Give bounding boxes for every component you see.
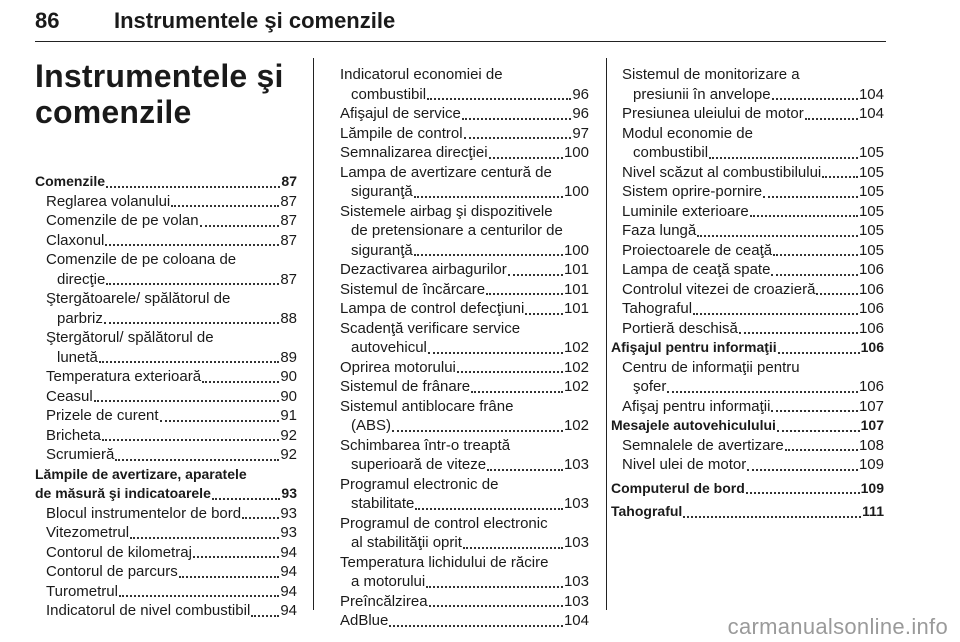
toc-entry-label: Turometrul [46, 582, 118, 600]
leader-dots [464, 125, 572, 139]
leader-dots [242, 505, 279, 519]
toc-page-number: 103 [563, 456, 589, 473]
toc-entry-label: a motorului [351, 573, 426, 590]
toc-entry-label: Contorul de parcurs [46, 563, 178, 580]
toc-entry-label: Bricheta [46, 426, 102, 444]
toc-entry[interactable] [35, 601, 297, 621]
toc-entry-label: Semnalele de avertizare [622, 436, 784, 454]
toc-entry[interactable] [622, 455, 884, 475]
toc-page-number: 96 [572, 105, 589, 122]
toc-entry-label: Afişajul de service [340, 105, 461, 122]
toc-entry-label: Preîncălzirea [340, 592, 428, 610]
toc-page-number: 88 [280, 309, 297, 327]
toc-entry-label: Proiectoarele de ceaţă [622, 241, 773, 259]
toc-entry-label: Nivel scăzut al combustibilului [622, 163, 822, 181]
toc-entry-label-line: Ştergătorul/ spălătorul de [46, 329, 214, 346]
leader-dots [429, 593, 563, 607]
leader-dots [106, 271, 279, 285]
leader-dots [778, 340, 860, 354]
toc-page-number: 97 [572, 124, 589, 142]
leader-dots [739, 320, 858, 334]
leader-dots [414, 242, 563, 256]
toc-entry[interactable] [340, 377, 589, 397]
toc-entry[interactable] [35, 523, 297, 543]
toc-entry-label: Reglarea volanului [46, 192, 171, 210]
leader-dots [763, 184, 858, 198]
leader-dots [389, 613, 563, 627]
toc-entry-label: Ceasul [46, 387, 93, 405]
toc-entry[interactable] [340, 299, 589, 319]
leader-dots [747, 457, 858, 471]
toc-entry-label: Vitezometrul [46, 524, 130, 541]
toc-entry[interactable] [622, 280, 884, 300]
toc-entry-label-line: Lămpile de avertizare, aparatele [35, 465, 247, 482]
toc-entry[interactable] [340, 572, 589, 592]
toc-entry-label: Sistemul de frânare [340, 378, 471, 395]
toc-page-number: 92 [280, 426, 297, 444]
toc-entry[interactable] [340, 358, 589, 378]
toc-page-number: 92 [280, 446, 297, 463]
leader-dots [771, 262, 858, 276]
leader-dots [251, 603, 279, 617]
toc-entry-label: lunetă [57, 348, 98, 366]
toc-entry[interactable] [340, 182, 589, 202]
toc-entry-label: siguranţă [351, 183, 413, 200]
toc-entry[interactable] [340, 494, 589, 514]
toc-page-number: 103 [563, 495, 589, 512]
toc-page-number: 106 [860, 339, 884, 355]
header-title: Instrumentele şi comenzile [114, 8, 396, 33]
toc-entry[interactable] [611, 479, 884, 499]
toc-entry[interactable] [622, 85, 884, 105]
toc-entry-label: Blocul instrumentelor de bord [46, 504, 242, 522]
toc-entry[interactable] [35, 426, 297, 446]
toc-entry[interactable] [340, 85, 589, 105]
leader-dots [771, 398, 858, 412]
toc-entry-label-line: Sistemul antiblocare frâne [340, 397, 514, 415]
toc-page-number: 101 [563, 300, 589, 317]
toc-page-number: 109 [858, 456, 884, 473]
toc-entry[interactable] [340, 592, 589, 612]
leader-dots [428, 340, 563, 354]
toc-entry[interactable] [35, 543, 297, 563]
toc-entry[interactable] [35, 192, 297, 212]
leader-dots [805, 106, 858, 120]
toc-entry-label: Temperatura exterioară [46, 368, 202, 385]
toc-page-number: 94 [280, 563, 297, 580]
toc-page-number: 89 [280, 348, 297, 366]
toc-entry[interactable] [622, 163, 884, 183]
toc-page-number: 100 [563, 183, 589, 200]
toc-entry-label: de măsură şi indicatoarele [35, 485, 211, 501]
toc-entry[interactable] [35, 348, 297, 368]
toc-column-2 [340, 65, 589, 631]
leader-dots [683, 504, 861, 518]
leader-dots [427, 86, 571, 100]
toc-entry[interactable] [340, 338, 589, 358]
toc-entry[interactable] [340, 241, 589, 261]
toc-entry[interactable] [611, 502, 884, 522]
toc-page-number: 104 [858, 105, 884, 122]
toc-entry-label: Afişaj pentru informaţii [622, 397, 771, 415]
toc-page-number: 87 [280, 231, 297, 249]
toc-page-number: 106 [858, 319, 884, 337]
toc-entry[interactable] [35, 231, 297, 251]
toc-entry-label-line: Modul economie de [622, 124, 753, 142]
toc-entry-label: Lampa de control defecţiuni [340, 300, 525, 317]
toc-entry-label: al stabilităţii oprit [351, 534, 462, 551]
toc-entry-label-line: Lampa de avertizare centură de [340, 163, 552, 181]
leader-dots [115, 447, 279, 461]
toc-page-number: 91 [280, 407, 297, 424]
leader-dots [693, 301, 858, 315]
toc-entry-label: Faza lungă [622, 222, 697, 239]
header-rule [35, 41, 886, 42]
toc-page-number: 105 [858, 222, 884, 239]
leader-dots [202, 369, 279, 383]
toc-entry-label-line: Sistemul de monitorizare a [622, 66, 800, 83]
toc-entry-label: Claxonul [46, 231, 105, 249]
toc-page-number: 103 [563, 592, 589, 610]
toc-entry-label: Portieră deschisă [622, 319, 738, 337]
toc-entry-label: (ABS) [351, 417, 392, 434]
watermark-text: carmanualsonline.info [727, 614, 948, 639]
leader-dots [99, 349, 279, 363]
toc-entry[interactable] [611, 416, 884, 436]
toc-entry-label-line: Temperatura lichidului de răcire [340, 553, 549, 571]
toc-entry[interactable] [340, 104, 589, 124]
toc-entry[interactable] [35, 562, 297, 582]
toc-page-number: 94 [280, 543, 297, 561]
toc-page-number: 105 [858, 202, 884, 220]
toc-page-number: 102 [563, 417, 589, 434]
toc-entry[interactable] [622, 260, 884, 280]
page-number: 86 [35, 8, 60, 33]
toc-page-number: 90 [280, 387, 297, 405]
toc-entry-label: Tahograful [611, 503, 683, 519]
leader-dots [463, 535, 563, 549]
leader-dots [212, 486, 281, 500]
toc-page-number: 107 [858, 397, 884, 415]
toc-entry-label: stabilitate [351, 495, 415, 512]
leader-dots [200, 213, 280, 227]
toc-page-number: 93 [281, 485, 297, 501]
toc-entry[interactable] [622, 241, 884, 261]
toc-entry-label: Controlul vitezei de croazieră [622, 280, 816, 298]
toc-page-number: 104 [858, 85, 884, 103]
leader-dots [105, 232, 279, 246]
leader-dots [822, 164, 858, 178]
toc-entry[interactable] [340, 260, 589, 280]
toc-entry-label: combustibil [633, 144, 709, 161]
toc-entry-label: Semnalizarea direcţiei [340, 144, 488, 161]
toc-entry-label-line: Indicatorul economiei de [340, 66, 503, 83]
toc-entry-label-line: Comenzile de pe coloana de [46, 251, 237, 268]
toc-entry-label: siguranţă [351, 241, 413, 259]
toc-page-number: 107 [860, 417, 884, 433]
toc-entry-label: Dezactivarea airbagurilor [340, 261, 507, 278]
leader-dots [746, 480, 860, 494]
leader-dots [508, 262, 563, 276]
toc-page-number: 87 [281, 173, 297, 189]
toc-page-number: 111 [862, 503, 884, 519]
toc-entry-label: Prizele de curent [46, 407, 159, 424]
chapter-title [35, 58, 284, 130]
toc-entry-label: Luminile exterioare [622, 202, 749, 220]
toc-entry[interactable] [35, 172, 297, 192]
toc-page-number: 94 [280, 582, 297, 600]
toc-entry[interactable] [340, 124, 589, 144]
toc-entry[interactable] [35, 211, 297, 231]
toc-entry[interactable] [622, 397, 884, 417]
leader-dots [179, 564, 280, 578]
toc-page-number: 102 [563, 339, 589, 356]
toc-entry-label-line: Centru de informaţii pentru [622, 358, 800, 376]
toc-entry-label: presiunii în anvelope [633, 85, 771, 103]
toc-entry-label: direcţie [57, 270, 106, 288]
toc-entry[interactable] [622, 182, 884, 202]
leader-dots [414, 184, 563, 198]
leader-dots [489, 145, 563, 159]
toc-entry-label: Presiunea uleiului de motor [622, 105, 804, 122]
leader-dots [525, 301, 563, 315]
toc-entry-label: şofer [633, 378, 667, 395]
toc-entry[interactable] [622, 221, 884, 241]
leader-dots [772, 86, 858, 100]
toc-page-number: 100 [563, 241, 589, 259]
toc-entry-label: Indicatorul de nivel combustibil [46, 602, 251, 619]
toc-entry[interactable] [35, 387, 297, 407]
toc-entry-label-line: de pretensionare a centurilor de [351, 222, 563, 239]
toc-entry-label: Afişajul pentru informaţii [611, 339, 777, 355]
leader-dots [104, 310, 279, 324]
toc-entry-label: Computerul de bord [611, 479, 745, 496]
toc-entry[interactable] [611, 338, 884, 358]
toc-page-number: 96 [572, 85, 589, 103]
leader-dots [667, 379, 858, 393]
toc-entry-label: Mesajele autovehiculului [611, 417, 776, 433]
toc-entry-label: combustibil [351, 85, 427, 103]
toc-entry[interactable] [35, 406, 297, 426]
toc-entry[interactable] [622, 319, 884, 339]
toc-page-number: 100 [563, 144, 589, 161]
chapter-title-line-1: Instrumentele şi [35, 58, 284, 94]
toc-page-number: 87 [280, 212, 297, 229]
toc-entry-label-line: Programul de control electronic [340, 514, 548, 532]
toc-entry[interactable] [340, 143, 589, 163]
leader-dots [471, 379, 563, 393]
toc-entry[interactable] [340, 416, 589, 436]
toc-page-number: 105 [858, 241, 884, 259]
toc-entry[interactable] [340, 455, 589, 475]
toc-entry-label: Lampa de ceaţă spate [622, 261, 771, 278]
toc-entry[interactable] [35, 445, 297, 465]
toc-entry-label: Tahograful [622, 300, 693, 317]
toc-page-number: 103 [563, 573, 589, 590]
toc-entry-label: Comenzile de pe volan [46, 212, 199, 229]
leader-dots [415, 496, 563, 510]
toc-page-number: 90 [280, 368, 297, 385]
toc-entry-label: Contorul de kilometraj [46, 543, 192, 561]
leader-dots [171, 193, 279, 207]
toc-entry-label: parbriz [57, 309, 103, 327]
toc-entry-label: autovehicul [351, 339, 427, 356]
toc-page-number: 105 [858, 183, 884, 200]
toc-entry-label: Oprirea motorului [340, 358, 456, 376]
toc-page-number: 102 [563, 358, 589, 376]
toc-page-number: 106 [858, 300, 884, 317]
toc-entry-label: superioară de viteze [351, 456, 487, 473]
toc-page-number: 106 [858, 378, 884, 395]
column-divider-2 [606, 58, 607, 610]
leader-dots [773, 242, 858, 256]
leader-dots [697, 223, 858, 237]
leader-dots [462, 106, 571, 120]
toc-entry-label: Comenzile [35, 173, 106, 189]
toc-page-number: 87 [280, 192, 297, 210]
leader-dots [160, 408, 280, 422]
leader-dots [709, 145, 858, 159]
toc-entry-label-line: Scadenţă verificare service [340, 319, 521, 337]
leader-dots [94, 388, 280, 402]
leader-dots [750, 203, 858, 217]
toc-page-number: 108 [858, 436, 884, 454]
leader-dots [193, 544, 279, 558]
toc-page-number: 102 [563, 378, 589, 395]
toc-page-number: 101 [563, 261, 589, 278]
toc-column-1 [35, 172, 297, 621]
leader-dots [487, 457, 563, 471]
leader-dots [426, 574, 563, 588]
toc-column-3 [611, 65, 884, 522]
leader-dots [816, 281, 858, 295]
toc-page-number: 106 [858, 261, 884, 278]
toc-entry[interactable] [622, 104, 884, 124]
toc-entry[interactable] [622, 202, 884, 222]
toc-entry[interactable] [35, 270, 297, 290]
leader-dots [130, 525, 279, 539]
toc-entry[interactable] [622, 377, 884, 397]
toc-entry[interactable] [340, 280, 589, 300]
toc-page-number: 93 [280, 504, 297, 522]
toc-entry[interactable] [622, 143, 884, 163]
toc-page-number: 105 [858, 144, 884, 161]
toc-entry[interactable] [35, 309, 297, 329]
toc-page-number: 101 [563, 280, 589, 298]
toc-entry-label-line: Ştergătoarele/ spălătorul de [46, 290, 231, 307]
toc-entry-label: Sistemul de încărcare [340, 280, 486, 298]
leader-dots [119, 583, 279, 597]
toc-entry[interactable] [35, 504, 297, 524]
toc-entry-label: Nivel ulei de motor [622, 456, 747, 473]
leader-dots [392, 418, 563, 432]
toc-entry[interactable] [35, 367, 297, 387]
leader-dots [457, 359, 563, 373]
toc-page-number: 93 [280, 524, 297, 541]
leader-dots [777, 418, 860, 432]
toc-page-number: 103 [563, 534, 589, 551]
toc-entry[interactable] [35, 484, 297, 504]
leader-dots [102, 427, 279, 441]
toc-entry-label-line: Schimbarea într-o treaptă [340, 436, 511, 454]
toc-entry[interactable] [340, 533, 589, 553]
toc-entry[interactable] [340, 611, 589, 631]
toc-entry-label: AdBlue [340, 612, 389, 629]
toc-entry-label: Sistem oprire-pornire [622, 183, 763, 200]
toc-entry[interactable] [622, 436, 884, 456]
toc-entry-label: Scrumieră [46, 446, 115, 463]
toc-entry[interactable] [35, 582, 297, 602]
leader-dots [785, 437, 858, 451]
chapter-title-line-2: comenzile [35, 94, 192, 130]
toc-entry[interactable] [622, 299, 884, 319]
toc-entry-label-line: Sistemele airbag şi dispozitivele [340, 202, 553, 220]
toc-page-number: 104 [563, 612, 589, 629]
toc-entry-label-line: Programul electronic de [340, 475, 499, 493]
column-divider-1 [313, 58, 314, 610]
toc-page-number: 87 [280, 270, 297, 288]
toc-page-number: 109 [860, 479, 884, 496]
toc-page-number: 94 [280, 602, 297, 619]
leader-dots [106, 174, 280, 188]
leader-dots [486, 281, 563, 295]
toc-page-number: 106 [858, 280, 884, 298]
toc-entry-label: Lămpile de control [340, 124, 463, 142]
toc-page-number: 105 [858, 163, 884, 181]
